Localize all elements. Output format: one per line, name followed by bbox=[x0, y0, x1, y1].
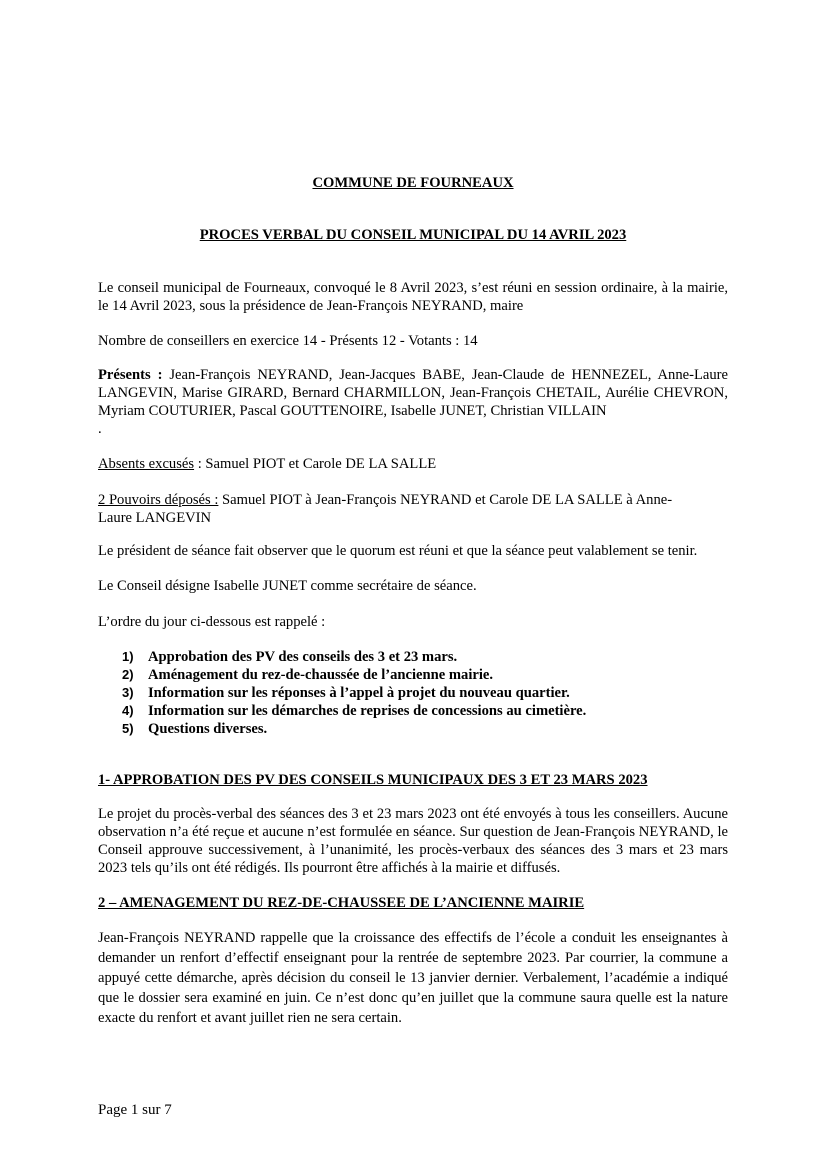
absents-line bbox=[98, 455, 728, 473]
absents-label: Absents excusés bbox=[98, 456, 195, 472]
agenda-text: Questions diverses. bbox=[148, 721, 268, 737]
counts-line: Nombre de conseillers en exercice 14 - Présents 12 - Votants : 14 bbox=[98, 333, 478, 349]
presents-names: Jean-François NEYRAND, Jean-Jacques BABE, Jean-Claude de HENNEZEL, Anne-Laure LANGEVIN, Marise GIRARD, Bernard CHARMILLON, Jean-François CHETAIL, Aurélie CHEVRON, Myriam COUTURIER, Pascal GOUTTENOIRE, Isabelle JUNET, Christian VILLAIN bbox=[98, 367, 728, 419]
pouvoirs-line-1: Samuel PIOT à Jean-François NEYRAND et Carole DE LA SALLE à Anne- bbox=[218, 492, 673, 508]
agenda-item bbox=[98, 648, 728, 666]
pouvoirs-paragraph bbox=[98, 491, 728, 527]
commune-title: COMMUNE DE FOURNEAUX bbox=[312, 175, 514, 191]
section-2-heading: 2 – AMENAGEMENT DU REZ-DE-CHAUSSEE DE L’ANCIENNE MAIRIE bbox=[98, 895, 585, 911]
presents-end: . bbox=[98, 421, 102, 437]
agenda-item bbox=[98, 666, 728, 684]
agenda-item bbox=[98, 720, 728, 738]
agenda-number: 5) bbox=[122, 721, 134, 736]
agenda-item bbox=[98, 702, 728, 720]
page-title: PROCES VERBAL DU CONSEIL MUNICIPAL DU 14 AVRIL 2023 bbox=[199, 227, 627, 243]
section-1-heading: 1- APPROBATION DES PV DES CONSEILS MUNICIPAUX DES 3 ET 23 MARS 2023 bbox=[98, 772, 648, 788]
agenda-item bbox=[98, 684, 728, 702]
page-number: Page 1 sur 7 bbox=[98, 1102, 172, 1118]
agenda-text: Information sur les démarches de reprises de concessions au cimetière. bbox=[148, 703, 587, 719]
agenda-text: Approbation des PV des conseils des 3 et 23 mars. bbox=[148, 649, 458, 665]
absents-names: : Samuel PIOT et Carole DE LA SALLE bbox=[194, 456, 437, 472]
secretaire-line: Le Conseil désigne Isabelle JUNET comme secrétaire de séance. bbox=[98, 578, 477, 594]
presents-label: Présents : bbox=[98, 367, 163, 383]
quorum-line: Le président de séance fait observer que le quorum est réuni et que la séance peut valablement se tenir. bbox=[98, 543, 698, 559]
agenda-number: 1) bbox=[122, 649, 134, 664]
convocation-paragraph: Le conseil municipal de Fourneaux, convoqué le 8 Avril 2023, s’est réuni en session ordinaire, à la mairie, le 14 Avril 2023, sous la présidence de Jean-François NEYRAND, maire bbox=[98, 280, 728, 314]
agenda-number: 3) bbox=[122, 685, 134, 700]
ordre-line: L’ordre du jour ci-dessous est rappelé : bbox=[98, 614, 326, 630]
agenda-number: 2) bbox=[122, 667, 134, 682]
agenda-list bbox=[98, 648, 728, 738]
agenda-text: Information sur les réponses à l’appel à projet du nouveau quartier. bbox=[148, 685, 570, 701]
section-2-body: Jean-François NEYRAND rappelle que la croissance des effectifs de l’école a conduit les enseignantes à demander un renfort d’effectif enseignant pour la rentrée de septembre 2023. Par courrier, la commune a appuyé cette démarche, après décision du conseil le 13 janvier dernier. Verbalement, l’académie a indiqué que le dossier sera examiné en juin. Ce n’est donc qu’en juillet que la commune saura quelle est la nature exacte du renfort et avant juillet rien ne sera certain. bbox=[98, 930, 728, 1026]
pouvoirs-label: 2 Pouvoirs déposés : bbox=[98, 492, 219, 508]
pouvoirs-line-2: Laure LANGEVIN bbox=[98, 510, 212, 526]
agenda-text: Aménagement du rez-de-chaussée de l’ancienne mairie. bbox=[148, 667, 494, 683]
section-1-body: Le projet du procès-verbal des séances des 3 et 23 mars 2023 ont été envoyés à tous les conseillers. Aucune observation n’a été reçue et aucune n’est formulée en séance. Sur question de Jean-François NEYRAND, le Conseil approuve successivement, à l’unanimité, les procès-verbaux des séances des 3 mars et 23 mars 2023 tels qu’ils ont été rédigés. Ils pourront être affichés à la mairie et diffusés. bbox=[98, 806, 728, 876]
presents-paragraph bbox=[98, 366, 728, 438]
agenda-number: 4) bbox=[122, 703, 134, 718]
